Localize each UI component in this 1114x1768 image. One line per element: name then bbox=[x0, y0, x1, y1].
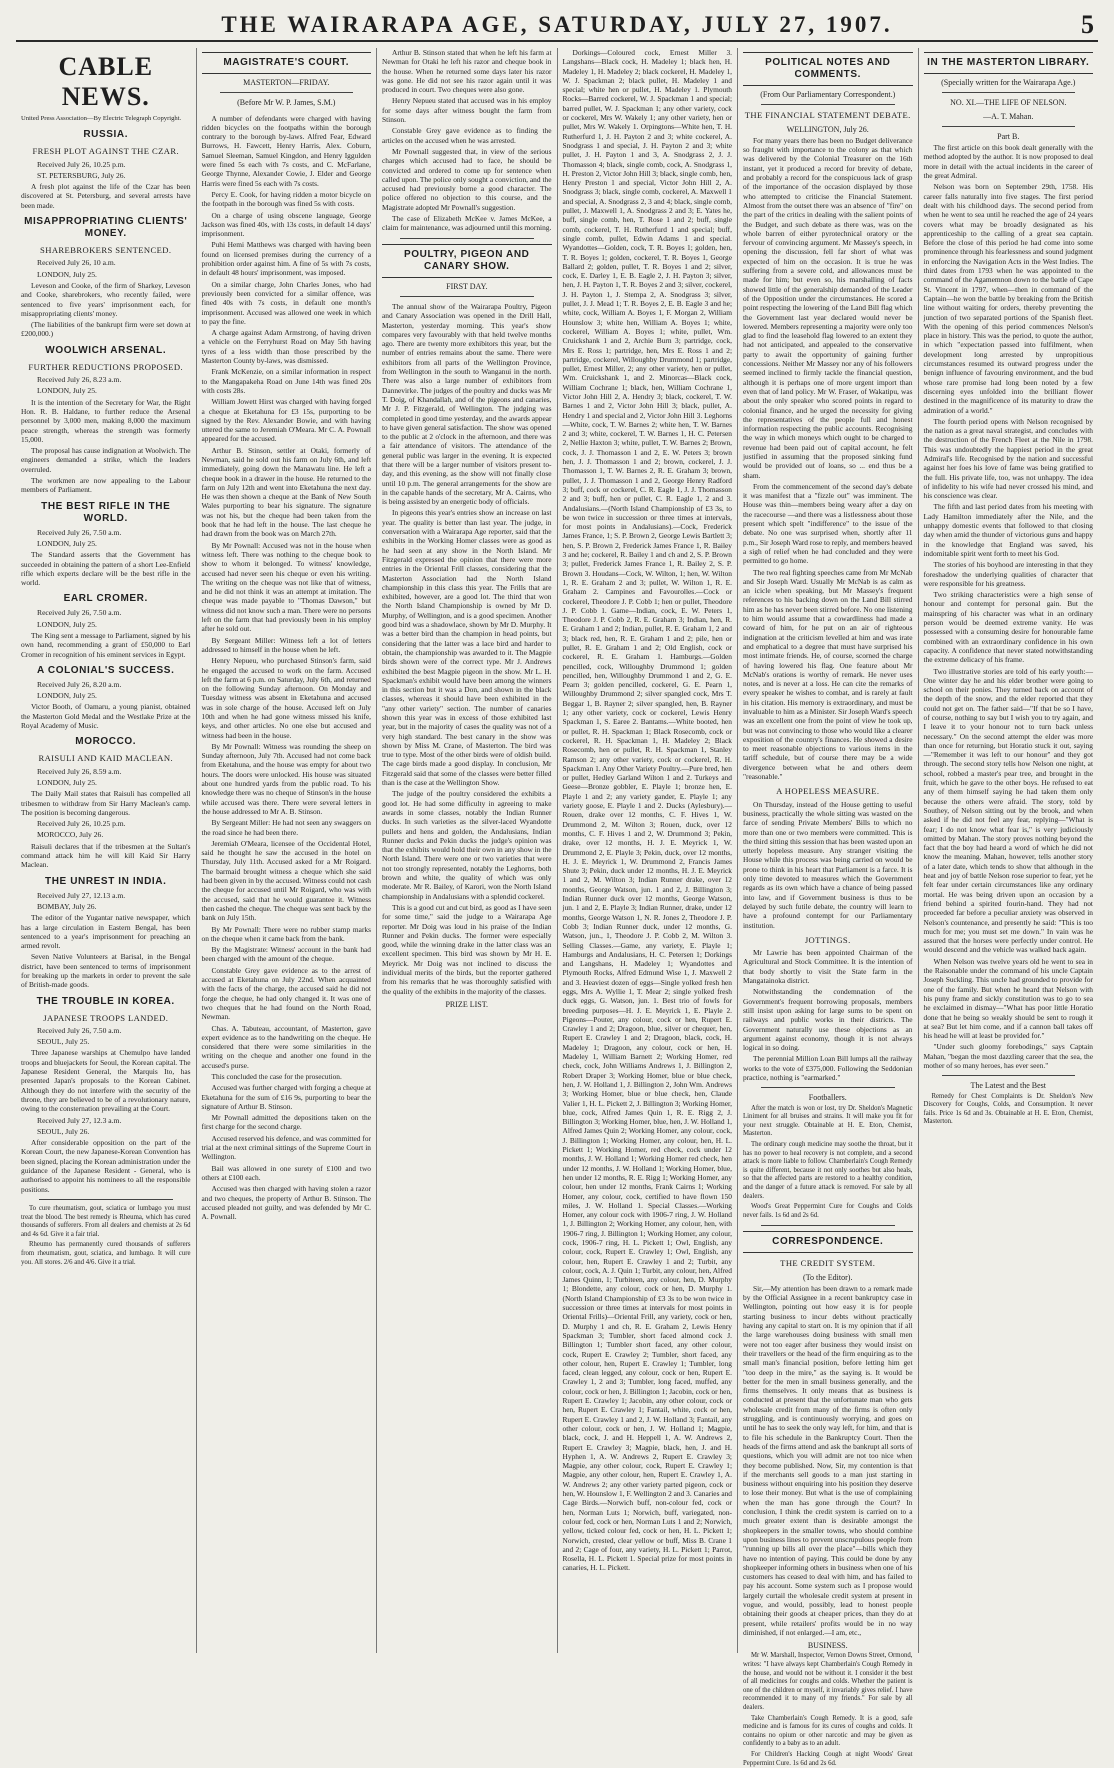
ad-cough-remedy: The ordinary cough medicine may soothe the throat, but it has no power to heal recovery is not complete, and a second attack is more liable to follow. Chamberlain's Cough Remedy is quite different, because it not only soothes but also heals, so that the affected parts are restored to a healthy condition, and the danger of a future attack is removed. For sale by all dealers. bbox=[743, 1140, 913, 1200]
divider bbox=[942, 126, 1076, 127]
ad-chamberlain-2: Take Chamberlain's Cough Remedy. It is a good, safe medicine and is famous for its cures of coughs and colds. It contains no opium or other narcotic and may be given as confidently to a baby as to an adult. bbox=[743, 1714, 913, 1748]
rifle-received: Received July 26, 7.50 a.m. bbox=[37, 527, 122, 537]
poultry-intro: In pigeons this year's entries show an increase on last year. The quality is better than last year. The judge, in conversation with a Wairarapa Age reporter, said that the exhibits in the Working Homer classes were as good as he had seen at any show in the North Island. Mr Fitzgerald expressed the opinion that there were more entries in the Oriental Frill classes, considering that the Masterton Association had the North Island championship in this class this year. The Frills that are exhibited, however, are a good lot. The third that won the North Island Championship is owned by Mr D. Murphy, of Wellington, and is a good specimen. Another good bird was a shadowlace, shown by Mr D. Murphy. It was a better bird than the champion in head points, but considering that the latter was a lace bird and harder to obtain, the championship was awarded to it. The Magpie birds shown were of the correct type. Mr J. Andrews exhibited the best Magpie pigeon in the show. Mr L. H. Spackman's exhibit would have been among the winners in this section but it was a Don, and shown in the black classes, whereas it should have been exhibited in the "any other variety" section. The number of canaries shown this year was in excess of those exhibited last year, but in the majority of cases the quality was not of a very high standard. The best canary in the show was shown by Miss M. Crane, of Masterton. The bird was true to type. Most of the other birds were of oldish build. The cage birds made a good display. In conclusion, Mr Fitzgerald said that some of the classes were better filled than is the case at the Wellington Show. bbox=[382, 508, 552, 788]
court-para: Henry Nepueu stated that accused was in his employ for some days after witness bought the farm from Stinson. bbox=[382, 96, 552, 125]
court-para: A charge against Adam Armstrong, of having driven a vehicle on the Ferryhurst Road on May 5th having tyres of a less width than those prescribed by the Masterton County by-laws, was dismissed. bbox=[201, 328, 371, 366]
korea-heading: THE TROUBLE IN KOREA. bbox=[36, 995, 175, 1007]
politics-heading: POLITICAL NOTES AND COMMENTS. bbox=[743, 52, 913, 86]
masthead bbox=[16, 10, 1098, 42]
court-para: Constable Grey gave evidence as to finding the articles on the accused when he was arrested. bbox=[382, 126, 552, 145]
colonial-body: Victor Booth, of Oamaru, a young pianist, obtained the Masterton Gold Medal and the Westlake Prize at the Royal Academy of Music. bbox=[21, 702, 191, 731]
politics-para: Notwithstanding the condemnation of the Government's frequent borrowing proposals, members still insist upon asking for large sums to be spent on railways and public works in their districts. The Government naturally use these objections as an argument against economy, though it is not always logical in so doing. bbox=[743, 987, 913, 1053]
russia-heading: RUSSIA. bbox=[83, 129, 129, 141]
russia-dateline: ST. PETERSBURG, July 26. bbox=[37, 170, 126, 180]
poultry-intro: The judge of the poultry considered the exhibits a good lot. He had some difficulty in agreeing to make awards in some classes, notably the Indian Runner ducks. In such varieties as the silver-laced Wyandotte pullets and hens and golden, the Andalusians, Indian Runner ducks and Pekin ducks the judge's opinion was that the exhibits would hold their own in any show in the North Island. There were one or two varieties that were not too strongly represented, notably the Leghorns, both brown and white, the quality of which was only moderate. Mr R. Bailey, of Karori, won the North Island championship in Andalusians with a splendid cockerel. bbox=[382, 789, 552, 901]
politics-para: Mr Lawrie has been appointed Chairman of the Agricultural and Stock Committee. It is the intention of that body shortly to visit the State farm in the Mangatainoka district. bbox=[743, 948, 913, 986]
library-heading: IN THE MASTERTON LIBRARY. bbox=[924, 52, 1094, 74]
correspondence-sub: THE CREDIT SYSTEM. bbox=[780, 1258, 876, 1269]
court-para: Puhi Hemi Matthews was charged with having been found on licensed premises during the currency of a prohibition order against him. A fine of 5s with 7s costs, in default 48 hours' imprisonment, was imposed. bbox=[201, 240, 371, 278]
cable-news-heading: CABLE NEWS. bbox=[58, 52, 154, 111]
woolwich-body-2: The proposal has cause indignation at Woolwich. The engineers demanded a strike, which the leaders overruled. bbox=[21, 446, 191, 474]
column-prize-list bbox=[558, 48, 739, 1653]
korea-headline: JAPANESE TROOPS LANDED. bbox=[43, 1012, 169, 1023]
russia-received: Received July 26, 10.25 p.m. bbox=[37, 159, 126, 169]
politics-sub-3: JOTTINGS. bbox=[804, 934, 851, 945]
library-para: When Nelson was twelve years old he went to sea in the Raisonable under the command of his uncle Captain Joseph Suckling. This uncle had grounded to provide for one of the family. But when he heard that Nelson with his puny frame and sickly constitution was to go to sea he exclaimed in dismay—"What has poor little Horatio done that he being so weakly should be sent to rough it at sea? But let him come, and if a cannon ball takes off his head he will at least be provided for." bbox=[923, 956, 1093, 1041]
misappropriating-body: Leveson and Cooke, of the firm of Sharkey, Leveson and Cooke, sharebrokers, who recently failed, were sentenced to five years' imprisonment each, for misappropriating clients' money. bbox=[21, 280, 191, 318]
library-para: The fifth and last period dates from his meeting with Lady Hamilton immediately after the Nile, and the unhappy domestic events that followed to that closing day when amid the thunder of victorious guns and happy in the knowledge that England was saved, his indomitable spirit went forth to meet his God. bbox=[923, 502, 1093, 558]
rifle-dateline: LONDON, July 25. bbox=[37, 538, 97, 548]
court-para: Mr Pownall suggested that, in view of the serious charges which accused had to face, he should be convicted and ordered to come up for sentence when called upon. The police only sought a conviction, and the accused had previously borne a good character. The police offered no objection to this course, and the Magistrate adopted Mr Pownall's suggestion. bbox=[382, 146, 552, 212]
court-para: Mr Pownall admitted the depositions taken on the first charge for the second charge. bbox=[201, 1113, 371, 1132]
india-dateline: BOMBAY, July 26. bbox=[37, 901, 97, 911]
politics-dateline: WELLINGTON, July 26. bbox=[786, 124, 869, 134]
divider bbox=[942, 1075, 1076, 1076]
court-para: Arthur B. Stinson, settler at Otaki, formerly of Newman, said he sold out his farm on July 6th, and left immediately, going down the Manawatu line. He left a cheque book in a drawer in the house. He returned to the farm on July 12th and went into Eketahuna the next day. He was then shown a cheque at the Bank of New South Wales purporting to bear his signature. The signature was not his, but the cheque had been taken from the book that he had left in the house. The last cheque he had drawn from the book was on March 27th. bbox=[201, 445, 371, 539]
politics-para: The two real fighting speeches came from Mr McNab and Sir Joseph Ward. Usually Mr McNab is as calm as an icicle when speaking, but Mr Massey's frequent references to his backing down on the Land Bill stirred him as he has never been stirred before. No one listening to him would assume that a cowardliness had made a coward of him, for he put on an air of righteous indignation at the criticism levelled at him and was irate and emphatical to a degree that must have surprised his most intimate friends. He, of course, scorned the charge of having lowered his flag. One feature about Mr McNab's orations is worthy of remark. He never uses notes, and is never at a loss. He can cite the remarks of every speaker he wishes to combat, and is rarely at fault in his citation. His memory is extraordinary, and must be invaluable to him as a Minister. Sir Joseph Ward's speech was an excellent one from the point of view he took up, but was not convincing to those who would like a clearer exposition of the country's finances. He showed a desire to meet reasonable objections to various items in the tariff schedule, but of course there may be a wide divergence between what he and others deem "reasonable." bbox=[743, 567, 913, 782]
page-number: 5 bbox=[1081, 10, 1094, 39]
ad-footballers-heading: Footballers. bbox=[808, 1093, 847, 1103]
india-heading: THE UNREST IN INDIA. bbox=[45, 875, 167, 887]
court-para: On a charge of using obscene language, George Jackson was fined 40s, with 13s costs, in default 14 days' imprisonment. bbox=[201, 210, 371, 239]
court-para: Accused was further charged with forging a cheque at Eketahuna for the sum of £16 9s, purporting to bear the signature of Arthur B. Stinson. bbox=[201, 1083, 371, 1111]
court-para: Jeremiah O'Meara, licensee of the Occidental Hotel, said he thought he saw the accused in the hotel on Thursday, July 11th. Accused asked for a Mr Roigard. The barmaid brought witness a cheque which she said had been given in by the accused. Witness could not cash the cheque for accused until Mr Roigard, who was with the accused, said that he would guarantee it. Witness then cashed the cheque. The cheque was sent back by the bank on July 15th. bbox=[201, 838, 371, 923]
correspondence-heading: CORRESPONDENCE. bbox=[743, 1231, 913, 1253]
library-part: Part B. bbox=[997, 131, 1020, 141]
library-title: NO. XI.—THE LIFE OF NELSON. bbox=[950, 98, 1067, 108]
court-sub: MASTERTON—FRIDAY. bbox=[243, 78, 330, 87]
library-para: "Under such gloomy forebodings," says Captain Mahan, "began the most dazzling career that the sea, the mother of so many heroes, has ever seen." bbox=[923, 1042, 1093, 1070]
misappropriating-received: Received July 26, 10 a.m. bbox=[37, 258, 116, 268]
politics-para: The perennial Million Loan Bill lumps all the railway works to the vote of £375,000. Following the Seddonian practice, nothing is "earmarked." bbox=[743, 1054, 913, 1082]
court-para: William Jowett Hirst was charged with having forged a cheque at Eketahuna for £3 15s, purporting to be signed by the Rev. Alexander Bowie, and with having uttered the same to Jeremiah O'Meara. Mr C. A. Pownall appeared for the accused. bbox=[201, 397, 371, 444]
ad-footballers: After the match is won or lost, try Dr. Sheldon's Magnetic Liniment for all bruises and strains. It will make you fit for your next struggle. Obtainable at H. E. Eton, Chemist, Masterton. bbox=[743, 1104, 913, 1138]
politics-sub-1: THE FINANCIAL STATEMENT DEBATE. bbox=[744, 110, 911, 121]
korea-body-1: Three Japanese warships at Chemulpo have landed troops and bluejackets for Seoul, the Korean capital. The Japanese Resident General, the Marquis Ito, has presented Japan's proposals to the Korean Cabinet. Although they do not interfere with the security of the throne, they are believed to be of a revolutionary nature, owing to the consternation prevailing at the Court. bbox=[21, 1048, 191, 1114]
library-para: Two striking characteristics were a high sense of honour and contempt for personal gain. But the mainspring of his character was what in an ordinary person would be deemed extreme vanity. He was possessed with a consuming desire for honourable fame combined with an extraordinary confidence in his own capacity. A confidence that never stated notwithstanding the extreme delicacy of his frame. bbox=[923, 590, 1093, 665]
india-body-1: The editor of the Yugantar native newspaper, which has a large circulation in Eastern Bengal, has been sentenced to a year's imprisonment for preaching an armed revolt. bbox=[21, 913, 191, 951]
court-before: (Before Mr W. P. James, S.M.) bbox=[237, 98, 336, 108]
correspondence-to: (To the Editor). bbox=[803, 1272, 853, 1282]
column-cable-news bbox=[16, 48, 197, 1653]
column-politics bbox=[738, 48, 919, 1767]
court-para: By Sergeant Miller: He had not seen any swaggers on the road since he had been there. bbox=[201, 818, 371, 837]
ad-latest-heading: The Latest and the Best bbox=[970, 1081, 1047, 1091]
court-para: Frank McKenzie, on a similar information in respect to the Mangapakeha Road on June 14th was fined 20s with costs 28s. bbox=[201, 367, 371, 395]
korea-body-2: After considerable opposition on the part of the Korean Court, the new Japanese-Korean Convention has been signed, placing the Korean administration under the guidance of the Japanese Resident - General, who is authorised to appoint his nominees to all the responsible positions. bbox=[21, 1138, 191, 1194]
cromer-dateline: LONDON, July 25. bbox=[37, 619, 97, 629]
advert-rheuma-1: To cure rheumatism, gout, sciatica or lumbago you must treat the blood. The best remedy is Rheuma, which has cured thousands of sufferers. From all dealers and chemists at 2s 6d and 4s 6d. Give it a fair trial. bbox=[21, 1204, 191, 1238]
politics-para: For many years there has been no Budget deliverance so fraught with importance to the colony as that which was delivered by the Colonial Treasurer on the 16th instant, yet it produced a record for brevity of debate, and probably a record for the conspicuous lack of grasp of the importance of the occasion displayed by those who attempted to criticise the Financial Statement. Almost from the outset there was an absence of "fire" on the part of the critics in dealing with the salient points of the Budget, and such debate as there was, was on the whole barren of either pyrotechnical oratory or the fervour of convincing argument. Mr Massey's speech, in opening the discussion, fell far short of what was expected of him on the occasion. It is true he was suffering from a severe cold, and allowances must be made for him; but even so, his marshalling of facts showed little of the generalship demanded of the Leader of the Opposition under the circumstances. He scored a point respecting the lowering of the Land Bill flag which the Government last year declared would never be lowered. Members representing a majority were only too glad to find the leasehold flag lowered to an extent they had not anticipated, and appealed to the conservative party to await the opportunity of gaining further concessions. Neither Mr Massey nor any of his followers seemed inclined to firmly tackle the financial question, although it is perhaps one of more urgent import than even that of land policy. Mr W. Fraser, of Wakatipu, was about the only speaker who scored points in regard to colonial finance, and he urged the necessity for giving the representatives of the people full and honest information respecting the public accounts. Recognising the way in which moneys which ought to be charged to revenue had been paid out of capital account, he felt justified in assuming that the proposed sinking fund would be provided out of loans, so ... end thus be a sham. bbox=[743, 135, 913, 480]
rifle-body: The Standard asserts that the Government has succeeded in obtaining the pattern of a short Lee-Enfield rifle which experts declare will be the best rifle in the world. bbox=[21, 550, 191, 588]
divider bbox=[761, 1225, 895, 1226]
library-para: Nelson was born on September 29th, 1758. His career falls naturally into five stages. The first period dealt with his childhood days. The second period from when he went to sea until he reached the age of 24 years covers what may be broadly designated as his apprenticeship to the calling of a great sea captain. Before the close of this period he had come into some prominence through his fearlessness and sound judgment in enforcing the Navigation Acts in the West Indies. The third dates from 1793 when he was appointed to the command of the Agamemnon down to the battle of Cape St. Vincent in 1797, when—then in command of the Captain—he won the battle by breaking from the British line without waiting for orders, thereby preventing the junction of two separated portions of the Spanish fleet. With the opening of this period commences Nelson's place in history. This was the period, to quote the author, in which "expectation passed into fulfilment, when development long arrested by unpropitious circumstances resumed its outward progress under the benign influence of favouring environment, and the bud whose rare promise had long been noted by a few discerning eyes unfolded into the brilliant flower destined in the magnificence of its maturity to draw the admiration of a world." bbox=[923, 182, 1093, 415]
divider bbox=[942, 92, 1076, 93]
woolwich-body-3: The workmen are now appealing to the Labour members of Parliament. bbox=[21, 476, 191, 495]
colonial-received: Received July 26, 8.20 a.m. bbox=[37, 679, 122, 689]
court-para: This concluded the case for the prosecution. bbox=[211, 1071, 342, 1081]
cromer-heading: EARL CROMER. bbox=[63, 593, 148, 605]
india-received: Received July 27, 12.13 a.m. bbox=[37, 890, 126, 900]
colonial-dateline: LONDON, July 25. bbox=[37, 691, 97, 701]
ad-latest: Remedy for Chest Complaints is Dr. Sheldon's New Discovery for Coughs, Colds, and Consumption. It never fails. Price 1s 6d and 3s. Obtainable at H. E. Eton, Chemist, Masterton. bbox=[923, 1092, 1093, 1126]
poultry-heading: POULTRY, PIGEON AND CANARY SHOW. bbox=[382, 244, 552, 278]
divider bbox=[761, 104, 895, 105]
politics-para: On Thursday, instead of the House getting to useful business, practically the whole sitting was wasted on the farce of sending Private Members' Bills to which no more than one or two members were committed. This is the third sitting this session that has been wasted upon an utterly hopeless measure. Any stranger visiting the House while this process was being carried on would be prone to think in his heart that Parliament is a farce. It is only time devoted to measures which the Government regards as its own which have a chance of being passed into law, and if Government business is thus to be delayed by such futile debate, the country will learn to have a profound contempt for our Parliamentary institution. bbox=[743, 799, 913, 930]
colonial-heading: A COLONIAL'S SUCCESS. bbox=[37, 664, 175, 676]
court-para: Accused reserved his defence, and was committed for trial at the next criminal sittings of the Supreme Court in Wellington. bbox=[201, 1133, 371, 1162]
korea-dateline-1: SEOUL, July 25. bbox=[37, 1037, 90, 1047]
library-para: The first article on this book dealt generally with the method adopted by the author. It is now proposed to deal more in detail with the actual incidents in the career of the great Admiral. bbox=[923, 143, 1093, 181]
court-para: By the Magistrate: Witness' account in the bank had been charged with the amount of the cheque. bbox=[201, 945, 371, 964]
india-body-2: Seven Native Volunteers at Barisal, in the Bengal district, have been sentenced to terms of imprisonment for breaking up the markets in order to prevent the sale of British-made goods. bbox=[21, 952, 191, 990]
court-para: Henry Nepueu, who purchased Stinson's farm, said he engaged the accused to work on the farm. Accused left the farm at 6 p.m. on Saturday, July 6th, and returned on the following Sunday afternoon. On Monday and Tuesday witness was absent in Eketahuna and accused was in sole charge of the house. Accused left on July 10th and when he had gone witness missed his knife, keys, and other articles. No one else but accused and witness had been in the house. bbox=[201, 656, 371, 740]
prize-list-heading: PRIZE LIST. bbox=[445, 999, 488, 1009]
misappropriating-headline: SHAREBROKERS SENTENCED. bbox=[40, 245, 172, 256]
woolwich-dateline: LONDON, July 25. bbox=[37, 386, 97, 396]
morocco-body-2: Raisuli declares that if the tribesmen at the Sultan's command attack him he will kill Kaid Sir Harry Maclean. bbox=[21, 841, 191, 870]
ad-chamberlain: Mr W. Marshall, Inspector, Vernon Downs Street, Ormond, writes: "I have always kept Chamberlain's Cough Remedy in the house, and would not be without it. I consider it the best of all medicines for coughs and colds. Whether the patient is one of the children or myself, it invariably gives relief. I have recommended it to many of my friends." For sale by all dealers. bbox=[743, 1652, 913, 1712]
poultry-intro: This is a good cut and cut bird, as good as I have seen for some time," said the judge to a Wairarapa Age reporter. Mr Doig was loud in his praise of the Indian Runner and Pekin ducks. The former were especially good, while the winning drake in the latter class was an excellent specimen. This bird was shown by Mr H. E. Meyrick. Mr Doig was not inclined to discuss the individual merits of the birds, but the reporter gathered from his remarks that he was thoroughly satisfied with the quality of the exhibits in the majority of the classes. bbox=[382, 902, 552, 996]
library-para: The stories of his boyhood are interesting in that they foreshadow the underlying qualities of character that were responsible for his greatness. bbox=[923, 560, 1093, 588]
newspaper-title: THE WAIRARAPA AGE, SATURDAY, JULY 27, 1907. bbox=[221, 12, 893, 37]
court-heading: MAGISTRATE'S COURT. bbox=[202, 52, 372, 74]
morocco-headline: RAISULI AND KAID MACLEAN. bbox=[38, 753, 174, 764]
prize-list: Dorkings—Coloured cock, Ernest Miller 3. Langshans—Black cock, H. Madeley 1; black hen, H. Madeley 1, H. Madeley 2; black cockerel, H. Madeley 1, W. J. Spackman 2; black pullet, H. Madeley 1 and special; white hen or pullet, H. Madeley 1. Plymouth Rocks—Barred cockerel, W. J. Spackman 1 and special; barred pullet, W. J. Spackman 1; any other variety, cock or cockerel, Mrs W. Wakely 1; any other variety, hen or pullet, Mrs W. Wakely 1. Orpingtons—White hen, T. H. Rutherfurd 1, J. H. Payton 2 and 3; white cockerel, A. Snodgrass 1 and special, J. H. Payton 2 and 3; white pullet, J. H. Payton 1 and 3, A. Snodgrass 2, J. J. Thomasson 4; black, single comb, cock, A. Snodgrass 1, H. Preston 2, Victor John Hill 3; black, single comb, hen, Henry Preston 1 and special, Victor John Hill 2, A. Snodgrass 3; black, single comb, cockerel, A. Maxwell 1 and special, A. Snodgrass 2, 3 and 4; black, single comb, pullet, J. Maxwell 1, A. Snodgrass 2 and 3; E. Yates he, buff, single comb, hen, T. Rose 1 and 2; buff, single comb, cockerel, T. H. Rutherfurd 1 and special; buff, single comb, pullet, Edwin Adams 1 and special. Wyandottes—Golden, cock, T. R. Boyes 1; golden, hen, T. R. Boyes 1; golden, cockerel, T. R. Boyes 1, George Ballard 2; golden, pullet, T. R. Boyes 1 and 2; silver, cock, E. Darley 1, E. B. Eagle 2, J. H. Payton 3; silver, hen, J. H. Payton 1, T. R. Boyes 2 and 3; silver, cockerel, J. H. Payton 1, J. Stempa 2, A. Snodgrass 3; silver, pullet, J. J. Mead 1; T. R. Boyes 2, E. B. Eagle 3 and he; white, cock, William A. Boyes 1, F. Morgan 2, William Hounslow 3; white hen, William A. Boyes 1; white, cockerel, William A. Boyes 1; white, pullet, Wm. Cruickshank 1 and 2, Archie Burn 3; partridge, cock, Mrs E. Ross 1; partridge, hen, Mrs E. Ross 1 and 2; partridge, cockerel, Willoughby Drummond 1; partridge, pullet, Ernest Miller, 2; any other variety, hen or pullet, Wm. Cruickshank 1, and 2. Minorcas—Black cock, William Cochrane 1; black, hen, William Cochrane 1, Victor John Hill 2, A. Hendry 3; black, cockerel, T. W. Barnes 1 and 2, Victor John Hill 3; black, pullet, A. Hendry 1 and special and 2, Victor John Hill 3. Leghorns—White, cock, T. W. Barnes 2; white hen, T. W. Barnes 2 and 3; white, cockerel, T. W. Barnes 1, H. C. Petersen 2, Nellie Haxton 3; white, pullet, T. W. Barnes 2; Brown, cock, J. J. Thomasson 1 and 2, E. W. Peters 3; brown hen, J. J. Thomasson 1 and 2; brown, cockerel, J. J. Thomasson 1, T. W. Barnes 2, R. E. Graham 3; brown, pullet, J. J. Thomasson 1 and 2, George Henry Radford 3; buff, cock or cockerel, C. R. Eagle 1, J. J. Thomasson 2 and 3; buff, hen or pullet, C. R. Eagle 1, 2 and 3. Andalusians.—(North Island Championship of £3 3s, to be won twice in succession or three times at intervals, for most points in Andalusians).—Cock, Frederick James France, 1; S. P. Brown 2, George Lewis Bartlett 3; hen, S. P. Brown 2, Frederick James France 1, R. Bailey 3 and he; cockerel, R. Bailey 1 and ch and 2, S. P. Brown 3; pullet, Frederick James France 1, R. Bailey 2, S. P. Brown 3. Houdans—Cock, W. Wilton, 1; hen, W. Wilton 1, R. E. Graham 2 and 3; pullet, W. Wilton 1, R. E. Graham 2. Campines and Favourolles.—Cock or cockerel, Theodore J. P. Cobb 1; hen or pullet, Theodore J. P. Cobb 1. Game—Indian, cock, E. W. Peters 1, Theodore J. P. Cobb 2, R. E. Graham 3; Indian, hen, R. E. Graham 1 and 2; Indian, pullet, R. E. Graham 1, 2 and 3; black red, hen, R. E. Graham 1 and 2; pile, hen or pullet, R. E. Graham 1 and 2; Old English, cock or cockerel, R. E. Graham 1. Hamburgs.—Golden pencilled, cock, Willoughby Drummond 1; golden pencilled, hen, Willoughby Drummond 1 and 2, G. E. Pearn 3; golden pencilled, cockerel, G. E. Pearn 1, Willoughby Drummond 2; silver spangled cock, Mrs T. Beggar 1, B. Rayner 2; silver spangled, hen, B. Rayner 1; any other variety, cock or cockerel, Lewis Henry Spackman 1, S. Earee 2. Bantams.—White booted, hen or pullet, R. H. Spackman 1; Black Rosecomb, cock or cockerel, R. H. Spackman 1, H. Madeley 2; Black Rosecomb, hen or pullet, R. H. Spackman 1, Stanley Ramson 2; any other variety, cock or cockerel, R. H. Spackman 1. Any Other Variety Poultry.—Pure bred, hen or pullet, Hedley Garland Wilton 1 and 2. Turkeys and Geese—Bronze gobbler, E. Playle 1; bronze hen, E. Playle 1 and 2; any variety gander, E. Playle 1; any variety goose, E. Playle 1 and 2. Ducks (Aylesbury).—Rouen, drake over 12 months, C. F. Hives 1, W. Drummond 2, M. Wilton 3; Rouen, duck, over 12 months, C. F. Hives 1 and 2, W. Drummond 3; Pekin, drake, over 12 months, H. J. E. Meyrick 1, W. Drummond 2, E. Playle 3; Pekin, duck, over 12 months, H. J. E. Meyrick 1, W. Drummond 2, Francis James Shute 3; Pekin, duck under 12 months, H. J. E. Meyrick 1 and 2, M. Wilton 3; Indian Runner drake, over 12 months, George Watson, jun. 1 and 2, J. Billington 3; Indian Runner duck over 12 months, George Watson, jun. 1 and 2, E. Playle 3; Indian Runner, drake, under 12 months, George Watson 1, N. R. Jones 2, Theodore J. P. Cobb 3; Indian Runner duck, under 12 months, G. Watson, jun., 1, Theodore J. P. Cobb 2, M. Wilton 3. Selling Classes.—Game, any variety, E. Playle 1; Hamburgs and Andalusians, H. C. Petersen 1; Dorkings and Langshans, H. Madeley 1; Wyandottes and Plymouth Rocks, Alfred Edmund Wise 1, J. Maxwell 2 and 3. Heaviest dozen of eggs—Single yolked fresh hen eggs, Mrs A. Wyllie 1, T. Mear 2; single yolked fresh duck eggs, G. Watson, jun. 1. Best trio of fowls for breeding purposes—H. J. E. Meyrick 1, E. Playle 2. Pigeons—Pouter, any colour, cock or hen, Rupert E. Crawley 1 and 2; Dragoon, blue, silver or chequer, hen, Rupert E. Crawley 1 and 2; Dragoon, black, cock, H. Madeley 1; Dragoon, any colour, cock or hen, H. Madeley 1, William Barnett 2; Working Homer, red check, cock, John Williams Andrews 1, J. Billington 2, Robert Draper 3; Working Homer, blue or blue check, hen, J. W. Holland 1, J. Billington 2, John Wm. Andrews 3; Working Homer, blue or blue check, hen, Claude Valier 1, H. L. Pickett 2, J. Billington 3; Working Homer, blue, cock, Alfred James Quin 1, R. E. Rigg 2, J. Billington 3; Working Homer, blue, hen, J. W. Holland 1, Alfred James Quin 2; Working Homer, any colour, cock, J. Billington 1; Working Homer, any colour, hen, H. L. Pickett 1; Working Homer, red check, cock under 12 months, J. W. Holland 1; Working Homer red check, hen under 12 months, J. W. Holland 1; Working Homer, blue, hen under 12 months, R. E. Rigg 1; Working Homer, any colour, hen under 12 months, Frank Cairns 1; Working Homer, any colour, cock, certified to have flown 150 miles, J. W. Holland 1. Special Classes.—Working Homer, any colour cock with 1906-7 ring, J. W. Holland 1, J. Billington 2; Working Homer, any colour, hen, with 1906-7 ring, J. Billington 1; Working Homer, any colour, cock, 1906-7 ring, H. L. Pickett 1; Owl, English, any colour, cock, Rupert E. Crawley 1; Owl, English, any colour, hen, Rupert E. Crawley 1 and 2; Turbit, any colour, cock, A. J. Quin 1; Turbit, any colour, hen, Alfred James Quinn, 1; Turbiteen, any colour, hen, D. Murphy 1; Blondette, any colour, cock or hen, D. Murphy 1. (North Island Championship of £3 3s to be won twice in succession or three times at intervals for most points in Oriental Frills)—Oriental Frill, any variety, cock or hen, D. Murphy 1 and ch, R. E. Graham 2, Lewis Henry Spackman 3; Tumbler, short faced almond cock J. Billington 1; Tumbler short faced, any other colour, cock, Rupert E. Crawley 2; Tumbler, short faced, any other colour, hen, Rupert E. Crawley 1; Tumbler, long faced, clean legged, any colour, cock or hen, Rupert E. Crawley 1, 2 and 3; Tumbler, long faced, muffed, any colour, cock or hen, J. Billington 1; Jacobin, cock or hen, Rupert E. Crawley 1; Jacobin, any other colour, cock or hen, Rupert E. Crawley 1; Fantail, white, cock or hen, Rupert E. Crawley 1 and 2, J. W. Holland 3; Fantail, any other colour, cock or hen, J. W. Holland 1; Magpie, black, cock, J. and H. Heppell 1, A. W. Andrews 2, Rupert E. Crawley 3; Magpie, black, hen, J. and H. Hyphen 1, A. W. Andrews 2, Rupert E. Crawley 3; Magpie, any other colour, cock, Rupert E. Crawley 1; Magpie, any other colour, hen, Rupert E. Crawley 1, A. W. Andrews 2; any other variety parted pigeon, cock or hen, W. Hounslow 1, F. Wellington 2 and 3. Canaries and Cage Birds.—Norwich buff, non-colour fed, cock or hen, Norman Luts 1; Norwich, buff, variegated, non-colour fed, cock or hen, Norman Luts 1 and 2; Norwich, yellow, ticked colour fed, cock or hen, H. L. Pickett 1; Norwich, crested, clear yellow or buff, Miss B. Crane 1 and 2; Cage of four, any variety, H. L. Pickett 1; Parrot, Rosella, H. L. Pickett 1. Special prize for most points in canaries, H. L. Pickett. bbox=[562, 48, 732, 1573]
woolwich-heading: WOOLWICH ARSENAL. bbox=[45, 344, 167, 356]
morocco-body-1: The Daily Mail states that Raisuli has compelled all tribesmen to withdraw from Sir Harry Maclean's camp. The position is becoming dangerous. bbox=[21, 789, 191, 817]
politics-source: (From Our Parliamentary Correspondent.) bbox=[760, 90, 896, 99]
court-para: By Mr Pownall: Witness was rounding the sheep on Sunday afternoon, July 7th. Accused had not come back from Eketahuna, and the house was empty for about two hours. The doors were unlocked. His house was situated about one hundred yards from the public road. To his knowledge there was no cheque of Stinson's in the house while accused was there. There were several letters in the house addressed to Mr A. B. Stinson. bbox=[201, 741, 371, 816]
court-para: Accused was then charged with having stolen a razor and two cheques, the property of Arthur B. Stinson. The accused pleaded not guilty, and was defended by Mr C. A. Pownall. bbox=[201, 1184, 371, 1222]
divider bbox=[220, 92, 354, 93]
poultry-sub: FIRST DAY. bbox=[446, 281, 488, 291]
politics-sub-2: A HOPELESS MEASURE. bbox=[776, 786, 880, 797]
advert-rheuma-2: Rheumo has permanently cured thousands of sufferers from rheumatism, gout, sciatica, and lumbago. It will cure you. All stores. 2/6 and 4/6. Give it a trial. bbox=[21, 1241, 191, 1266]
court-para: By Mr Pownall: There were no rubber stamp marks on the cheque when it came back from the bank. bbox=[201, 924, 371, 943]
woolwich-body-1: It is the intention of the Secretary for War, the Right Hon. R. B. Haldane, to further reduce the Arsenal personnel by 3,000 men, making 8,000 the maximum peace strength, whereas the strength was formerly 15,000. bbox=[21, 397, 191, 444]
korea-received-2: Received July 27, 12.3 a.m. bbox=[37, 1115, 122, 1125]
divider bbox=[39, 1199, 173, 1200]
korea-received-1: Received July 26, 7.50 a.m. bbox=[37, 1025, 122, 1035]
morocco-received-1: Received July 26, 8.59 a.m. bbox=[37, 766, 122, 776]
library-credit: (Specially written for the Wairarapa Age.) bbox=[941, 78, 1076, 87]
poultry-intro: The annual show of the Wairarapa Poultry, Pigeon and Canary Association was opened in the Drill Hall, Masterton, yesterday morning. This year's show compares very favourably with that held twelve months ago. There are twenty more exhibitors this year, but the number of entries remains about the same. There were exhibitors from all parts of the Wellington Province, from Wellington in the south to Wanganui in the north. There was also a large number of exhibitors from Dannevirke. The judges of the poultry and ducks was Mr T. Doig, of Khandallah, and of the pigeons and canaries, Mr J. P. Fitzgerald, of Wellington. The judging was completed in good time yesterday, and the awards appear to have given general satisfaction. The show was opened to the public at 2 o'clock in the afternoon, and there was a fair attendance of visitors. The attendance of the general public was larger in the evening. It is expected that there will be a larger number of visitors present to-day, and this evening, as the show will not finally close until 10 p.m. The general arrangements for the show are in the capable hands of the secretary, Mr A. Cairns, who is being assisted by an energetic body of officials. bbox=[382, 301, 552, 507]
misappropriating-heading: MISAPPROPRIATING CLIENTS' MONEY. bbox=[24, 216, 188, 240]
court-para: On a similar charge, John Charles Jones, who had previously been convicted for a similar offence, was fined 40s with 7s costs, in default one month's imprisonment. Accused was allowed one week in which to pay the fine. bbox=[201, 279, 371, 326]
ad-peppermint: Wood's Great Peppermint Cure for Coughs and Colds never fails. 1s 6d and 2s 6d. bbox=[743, 1203, 913, 1219]
cable-credit: United Press Association—By Electric Telegraph Copyright. bbox=[21, 115, 182, 122]
correspondence-letter: Sir,—My attention has been drawn to a remark made by the Official Assignee in a recent bankruptcy case in Wellington, pointing out how easy it is for people starting business to incur debts without practically having any capital to start on. It is my opinion that if all the large warehouses doing business with small men were not too eager after business they would insist on their travellers or the head of the firm enquiring as to the small man's financial position, before letting him get "too deep in the mire," as the saying is. It would be better for the men in small business generally, and the firms themselves. It only means that as business is conducted at present that the unfortunate man who gets wholesale credit from many of the firms is often only struggling, and is continuously worrying, and goes on until he has to seek the only way left, for him, and that is to file his schedule in the Bankruptcy Court. Then the heads of the firms attend and ask the bankrupt all sorts of questions, which you will admit are not too nice when they become published. Now, Sir, my contention is that if the merchants sell goods to a man just starting in business without enquiring into his position they deserve to lose their money. But what is the use of complaining when the man has gone through the Court? In conclusion, I think the credit system is carried on to a much greater extent than is desirable amongst the shopkeepers in the smaller towns, who should combine upon business lines to prevent unscrupulous people from "running up bills all over the place"—bills which they have no intention of paying. This could be done by any shopkeeper informing others in business when one of his customers has ceased to deal with him, and has failed to pay his account. Some system such as I propose would largely curtail the wholesale credit system at present in vogue, and would, possibly, lead to honest people obtaining their goods at cheaper prices, than they do at present, while retailers' profits would be in no way diminished, if not enlarged.—I am, etc., bbox=[743, 1283, 913, 1637]
library-para: The fourth period opens with Nelson recognised by the nation as a great naval strategist, and concludes with the destruction of the French Fleet at the Nile in 1798. This was undoubtedly the happiest period in the great Admiral's life. Recognised by the nation and successful against her foes his love of fame was being gratified to the full. His private life, too, was not unhappy. The idea of infidelity to his wife had never crossed his mind, and his conscience was clear. bbox=[923, 416, 1093, 501]
cromer-received: Received July 26, 7.50 a.m. bbox=[37, 608, 122, 618]
russia-headline: FRESH PLOT AGAINST THE CZAR. bbox=[32, 146, 180, 157]
court-para: Percy E. Cook, for having ridden a motor bicycle on the footpath in the borough was fined 5s with costs. bbox=[201, 189, 371, 209]
column-magistrates-court bbox=[197, 48, 378, 1653]
cromer-body: The King sent a message to Parliament, signed by his own hand, recommending a grant of £50,000 to Earl Cromer in recognition of his eminent services in Egypt. bbox=[21, 630, 191, 659]
court-para: By Sergeant Miller: Witness left a lot of letters addressed to himself in the house when he left. bbox=[201, 635, 371, 654]
column-library bbox=[919, 48, 1099, 1653]
column-court-poultry bbox=[377, 48, 558, 1653]
morocco-heading: MOROCCO. bbox=[75, 736, 137, 748]
court-para: By Mr Pownall: Accused was not in the house when witness left. There was nothing to the cheque book to show to whom it belonged. To witness' knowledge, accused had never seen his cheque or even his writing. The writing on the cheque was not like that of witness, and he did not think it was an attempt at imitation. The cheque was made payable to "Thomas Dawson," but witness did not know such a man. There were no persons left on the farm that had previously been in his employ after he sold out. bbox=[201, 540, 371, 634]
library-para: Two illustrative stories are told of his early youth:—One winter day he and his elder brother were going to school on their ponies. They turned back on account of the depth of the snow, and the elder reported that they could not get on. The father said—"If that be so I have, of course, nothing to say but I wish you to try again, and I leave it to your honour not to turn back unless necessary." On the second attempt the elder was more than once for returning, but Horatio stuck it out, saying—"Remember it was left to our honour" and they got through. The second story tells how Nelson one night, at school, robbed a master's pear tree, and brought in the fruit, which he gave to the other boys. He refused to eat any of them himself saying he had taken them only because the others were afraid. The story, told by Southey, of Nelson sitting out by the brook, and when asked if he did not feel any fear, replying—"What is fear; I do not know what fear is," is very judiciously omitted by Mahan. The story proves nothing beyond the fact that the boy had heard a word of which he did not know the meaning. Mahan, however, tells another story of a later date, which tends to show that although in the heat and joy of battle Nelson rose superior to fear, yet he felt fear under certain circumstances like any ordinary mortal. He was being driven upon an occasion by a friend behind a spirited fourin-hand. They had not proceeded far before a peculiar anxiety was observed in Nelson's countenance, and presently he said: "This is too much for me; you must set me down." In vain was he assured that the horses were perfectly under control. He would descend and the vehicle was walked back again. bbox=[923, 666, 1093, 955]
court-para: A number of defendants were charged with having ridden bicycles on the footpaths within the borough contrary to the borough by-laws. Alfred Fear, Edward Burrows, H. Fawcett, Henry Harris, Alex. Coburn, Samuel Sleeman, Samuel Kingdon, and Henry Iggulden were fined 5s each with 7s costs, and C. McFarlane, George Thynne, Alexander Cowie, J. Elder and George Harris were fined 5s each with 7s costs. bbox=[201, 113, 371, 188]
court-para: Chas. A. Tabuteau, accountant, of Masterton, gave expert evidence as to the handwriting on the cheque. He considered that there were some similarities in the writing on the cheque and another one found in the accused's purse. bbox=[201, 1023, 371, 1070]
woolwich-headline: FURTHER REDUCTIONS PROPOSED. bbox=[28, 361, 184, 372]
morocco-dateline-1: LONDON, July 25. bbox=[37, 777, 97, 787]
court-para: Constable Grey gave evidence as to the arrest of accused at Eketahuna on July 22nd. When acquainted with the facts of the charge, the accused said he did not forge the cheque, he had only changed it. It was one of two cheques that he had found on the North Road, Newman. bbox=[201, 965, 371, 1022]
rifle-heading: THE BEST RIFLE IN THE WORLD. bbox=[41, 500, 171, 524]
morocco-received-2: Received July 26, 10.25 p.m. bbox=[37, 819, 126, 829]
library-author: —A. T. Mahan. bbox=[983, 111, 1034, 121]
court-para: Arthur B. Stinson stated that when he left his farm at Newman for Otaki he left his razor and cheque book in the house. When he returned some days later his razor was gone. He did not see his razor again until it was produced in court. Two cheques were also gone. bbox=[382, 48, 552, 95]
misappropriating-dateline: LONDON, July 25. bbox=[37, 269, 97, 279]
politics-para: From the commencement of the second day's debate it was manifest that a "fizzle out" was imminent. The House was thin—members being weary after a day on the racecourse —and there was a listlessness about those present which spelt "indifference" to the issue of the debate. No one was surprised when, shortly after 11 p.m., Sir Joseph Ward rose to reply, and members heaved a sigh of relief when he had concluded and they were permitted to go home. bbox=[743, 481, 913, 566]
court-para: Bail was allowed in one surety of £100 and two others at £100 each. bbox=[201, 1163, 371, 1182]
morocco-dateline-2: MOROCCO, July 26. bbox=[37, 830, 104, 840]
divider bbox=[761, 1087, 895, 1088]
ad-woods: For Children's Hacking Cough at night Woods' Great Peppermint Cure. 1s 6d and 2s 6d. bbox=[743, 1751, 913, 1767]
divider bbox=[400, 296, 534, 297]
court-para: The case of Elizabeth McKee v. James McKee, a claim for maintenance, was adjourned until this morning. bbox=[382, 214, 552, 233]
divider bbox=[400, 238, 534, 239]
russia-body: A fresh plot against the life of the Czar has been discovered at St. Petersburg, and several arrests have been made. bbox=[21, 182, 191, 210]
misappropriating-note: (The liabilities of the bankrupt firm were set down at £200,000.) bbox=[21, 320, 191, 339]
korea-dateline-2: SEOUL, July 26. bbox=[37, 1126, 90, 1136]
columns bbox=[16, 48, 1098, 1767]
woolwich-received: Received July 26, 8.23 a.m. bbox=[37, 375, 122, 385]
correspondence-signature: BUSINESS. bbox=[807, 1641, 848, 1651]
